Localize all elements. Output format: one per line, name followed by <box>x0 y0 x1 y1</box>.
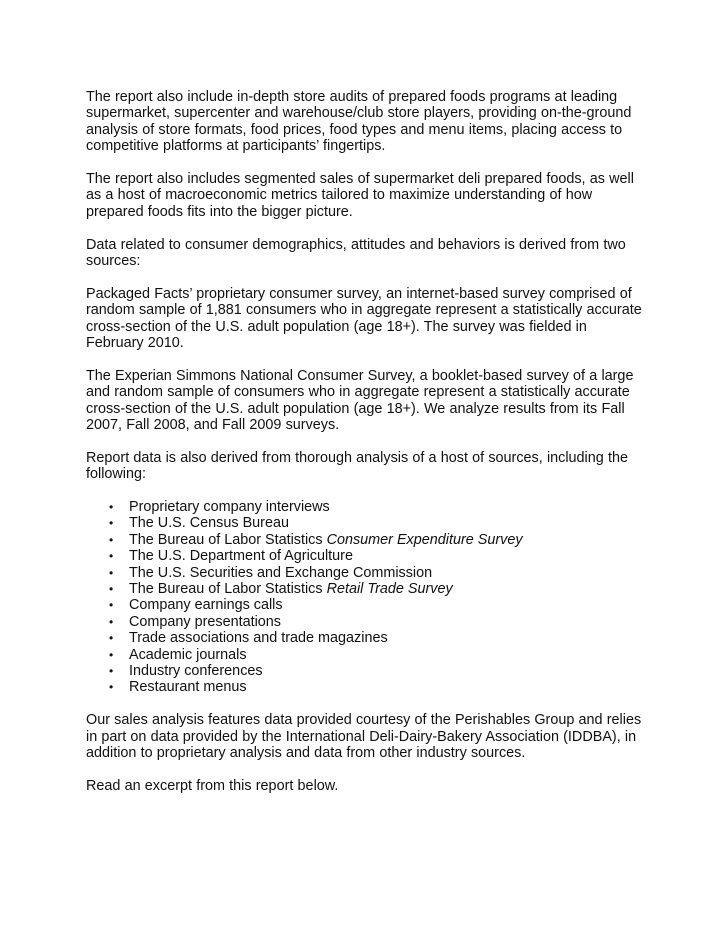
bullet-icon: • <box>109 565 114 580</box>
bullet-icon: • <box>109 614 114 629</box>
list-item: • The U.S. Department of Agriculture <box>109 548 353 565</box>
list-item: • The U.S. Securities and Exchange Commission <box>109 564 433 581</box>
sources-list <box>86 499 646 696</box>
paragraph-segmented-sales: The report also includes segmented sales of supermarket deli prepared foods, as well as a host of macroeconomic metrics tailored to maximize understanding of how prepared foods fits into the bigger picture. <box>86 171 634 220</box>
list-item: • Trade associations and trade magazines <box>109 630 388 647</box>
list-item: • Proprietary company interviews <box>109 499 330 516</box>
paragraph-data-sources: Data related to consumer demographics, attitudes and behaviors is derived from two sources: <box>86 236 626 270</box>
bullet-icon: • <box>109 598 114 613</box>
list-item: • The Bureau of Labor Statistics Consumer Expenditure Survey <box>109 531 523 548</box>
paragraph-report-sources: Report data is also derived from thorough analysis of a host of sources, including the following: <box>86 449 628 483</box>
list-item: • Academic journals <box>109 646 247 663</box>
bullet-icon: • <box>109 532 114 547</box>
bullet-icon: • <box>109 680 114 695</box>
paragraph-packaged-facts-survey: Packaged Facts’ proprietary consumer survey, an internet-based survey comprised of random sample of 1,881 consumers who in aggregate represent a statistically accurate cross-section of the U.S. adult population (age 18+). The survey was fielded in February 2010. <box>86 285 642 352</box>
bullet-icon: • <box>109 663 114 678</box>
bullet-icon: • <box>109 647 114 662</box>
list-item: • Industry conferences <box>109 662 263 679</box>
list-item: • Company earnings calls <box>109 597 283 614</box>
bullet-icon: • <box>109 500 114 515</box>
list-item: • The Bureau of Labor Statistics Retail Trade Survey <box>109 581 453 598</box>
bullet-icon: • <box>109 582 114 597</box>
bullet-icon: • <box>109 516 114 531</box>
paragraph-experian-simmons-survey: The Experian Simmons National Consumer Survey, a booklet-based survey of a large and random sample of consumers who in aggregate represent a statistically accurate cross-section of the U.S. adult population (age 18+). We analyze results from its Fall 2007, Fall 2008, and Fall 2009 surveys. <box>86 367 634 434</box>
bullet-icon: • <box>109 549 114 564</box>
bullet-icon: • <box>109 631 114 646</box>
list-item: • The U.S. Census Bureau <box>109 515 289 532</box>
list-item: • Company presentations <box>109 613 281 630</box>
paragraph-store-audits: The report also include in-depth store audits of prepared foods programs at leading supermarket, supercenter and warehouse/club store players, providing on-the-ground analysis of store formats, food prices, food types and menu items, placing access to competitive platforms at participants’ fingertips. <box>86 89 632 155</box>
document-page <box>86 89 646 811</box>
paragraph-sales-analysis: Our sales analysis features data provided courtesy of the Perishables Group and relies in part on data provided by the International Deli-Dairy-Bakery Association (IDDBA), in addition to proprietary analysis and data from other industry sources. <box>86 712 642 761</box>
paragraph-read-excerpt: Read an excerpt from this report below. <box>86 777 339 794</box>
list-item: • Restaurant menus <box>109 679 247 696</box>
